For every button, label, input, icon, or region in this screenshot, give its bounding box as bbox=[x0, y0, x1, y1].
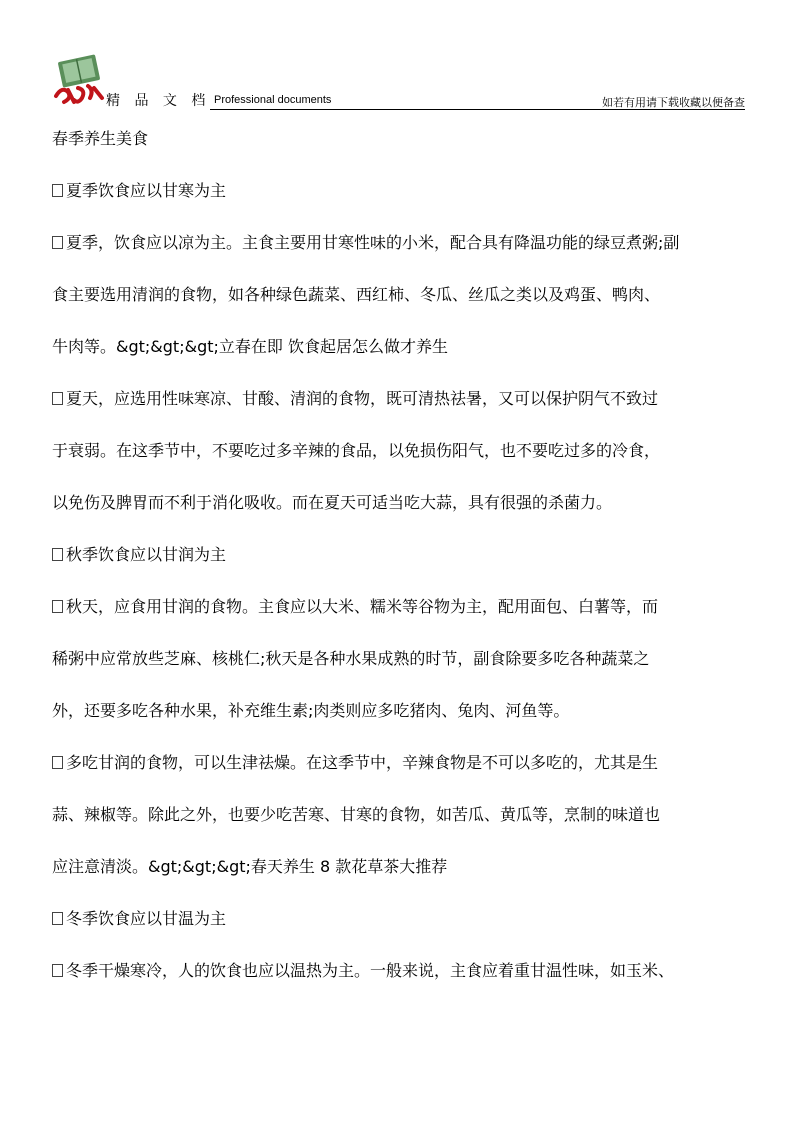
paragraph-line: 外，还要多吃各种水果，补充维生素;肉类则应多吃猪肉、兔肉、河鱼等。 bbox=[52, 701, 570, 720]
header-divider bbox=[210, 109, 745, 110]
section-heading-winter: 冬季饮食应以甘温为主 bbox=[52, 906, 764, 932]
page-header bbox=[50, 52, 745, 110]
section-heading-summer: 夏季饮食应以甘寒为主 bbox=[52, 178, 764, 204]
paragraph-line: 稀粥中应常放些芝麻、核桃仁;秋天是各种水果成熟的时节，副食除要多吃各种蔬菜之 bbox=[52, 649, 650, 668]
paragraph-line: 冬季干燥寒冷，人的饮食也应以温热为主。一般来说，主食应着重甘温性味，如玉米、 bbox=[52, 958, 764, 984]
paragraph-line: 夏天，应选用性味寒凉、甘酸、清润的食物，既可清热祛暑，又可以保护阴气不致过 bbox=[52, 386, 764, 412]
doc-title: 春季养生美食 bbox=[52, 129, 149, 148]
brand-title: 精 品 文 档 bbox=[106, 93, 211, 109]
bullet-box-icon bbox=[52, 600, 63, 613]
bullet-box-icon bbox=[52, 184, 63, 197]
paragraph-line: 以免伤及脾胃而不利于消化吸收。而在夏天可适当吃大蒜，具有很强的杀菌力。 bbox=[52, 493, 613, 512]
bullet-box-icon bbox=[52, 756, 63, 769]
paragraph-line: 应注意清淡。&gt;&gt;&gt;春天养生 8 款花草茶大推荐 bbox=[52, 857, 448, 876]
bullet-box-icon bbox=[52, 964, 63, 977]
section-heading-autumn: 秋季饮食应以甘润为主 bbox=[52, 542, 764, 568]
header-note: 如若有用请下载收藏以便备查 bbox=[602, 96, 745, 109]
brand-subtitle: Professional documents bbox=[214, 94, 332, 106]
bullet-box-icon bbox=[52, 236, 63, 249]
paragraph-line: 蒜、辣椒等。除此之外，也要少吃苦寒、甘寒的食物，如苦瓜、黄瓜等，烹制的味道也 bbox=[52, 805, 661, 824]
bullet-box-icon bbox=[52, 548, 63, 561]
bullet-box-icon bbox=[52, 392, 63, 405]
paragraph-line: 夏季，饮食应以凉为主。主食主要用甘寒性味的小米，配合具有降温功能的绿豆煮粥;副 bbox=[52, 230, 764, 256]
paragraph-line: 秋天，应食用甘润的食物。主食应以大米、糯米等谷物为主，配用面包、白薯等，而 bbox=[52, 594, 764, 620]
bullet-box-icon bbox=[52, 912, 63, 925]
paragraph-line: 于衰弱。在这季节中，不要吃过多辛辣的食品，以免损伤阳气，也不要吃过多的冷食， bbox=[52, 441, 661, 460]
paragraph-line: 多吃甘润的食物，可以生津祛燥。在这季节中，辛辣食物是不可以多吃的，尤其是生 bbox=[52, 750, 764, 776]
document-body bbox=[52, 126, 764, 984]
book-logo-icon bbox=[50, 52, 108, 110]
paragraph-line: 牛肉等。&gt;&gt;&gt;立春在即 饮食起居怎么做才养生 bbox=[52, 337, 448, 356]
paragraph-line: 食主要选用清润的食物，如各种绿色蔬菜、西红柿、冬瓜、丝瓜之类以及鸡蛋、鸭肉、 bbox=[52, 285, 661, 304]
